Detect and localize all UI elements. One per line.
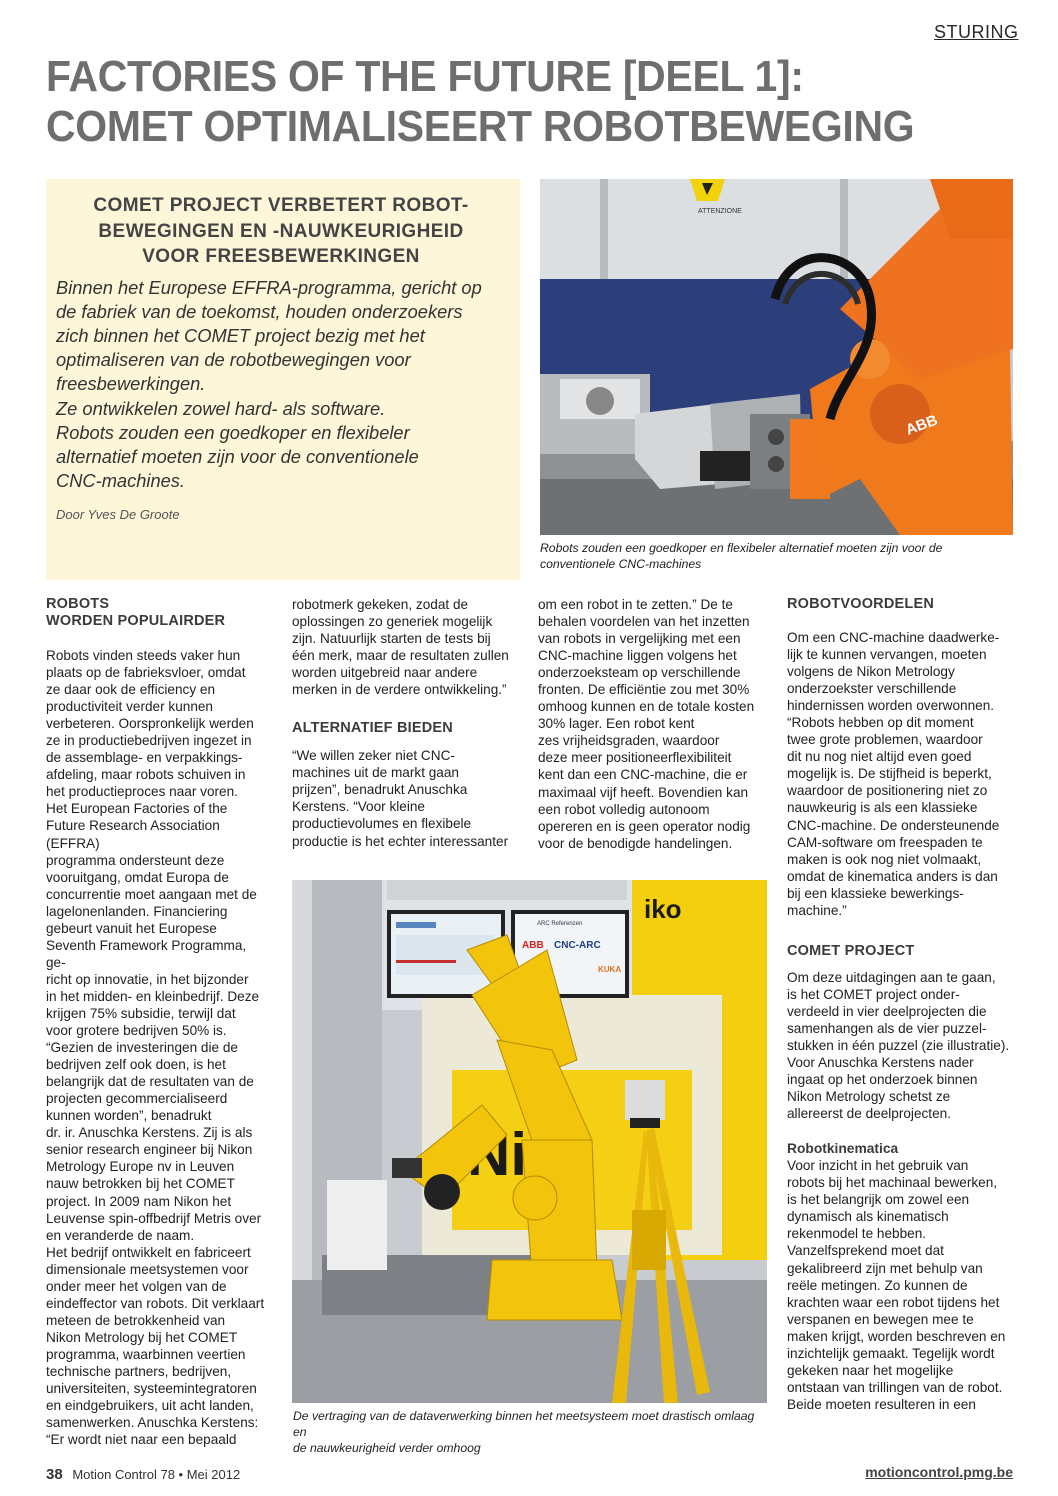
text-line: allereerst de deelprojecten. xyxy=(787,1106,951,1122)
photo2-caption-line: De vertraging van de dataverwerking binnen het meetsysteem moet drastisch omlaag en xyxy=(293,1409,755,1439)
text-line: zes vrijheidsgraden, waardoor xyxy=(538,733,720,749)
text-line: ze in productiebedrijven ingezet in xyxy=(46,733,252,749)
text-line: in het midden- en kleinbedrijf. Deze xyxy=(46,988,260,1004)
text-line: reële metingen. Zo kunnen de xyxy=(787,1277,968,1293)
text-line: ze daar ook de efficiency en xyxy=(46,682,216,698)
text-line: onderzoeksteam op verschillende xyxy=(538,665,741,681)
photo-nikon-booth-robot xyxy=(292,880,767,1403)
text-line: Om deze uitdagingen aan te gaan, xyxy=(787,969,996,985)
text-line: plaats op de fabrieksvloer, omdat xyxy=(46,665,246,681)
text-line: project. In 2009 nam Nikon het xyxy=(46,1193,232,1209)
text-line: twee grote problemen, waardoor xyxy=(787,732,983,748)
text-line: verspanen en bewegen mee te xyxy=(787,1311,974,1327)
text-line: onderzoekster verschillende xyxy=(787,681,957,697)
text-line: behalen voordelen van het inzetten xyxy=(538,614,750,630)
text-line: Voor Anuschka Kerstens nader xyxy=(787,1055,974,1071)
text-line: zijn. Natuurlijk starten de tests bij xyxy=(292,631,491,647)
text-line: de assemblage- en verpakkings- xyxy=(46,750,243,766)
paragraph-col3 xyxy=(538,596,766,852)
text-line: voor grotere bedrijven 50% is. xyxy=(46,1023,227,1039)
text-line: robots bij het machinaal bewerken, xyxy=(787,1175,998,1191)
text-line: één merk, maar de resultaten zullen xyxy=(292,648,509,664)
text-line: belangrijk dat de resultaten van de xyxy=(46,1074,254,1090)
text-line: maximaal vijf heeft. Bovendien kan xyxy=(538,784,749,800)
intro-line: Ze ontwikkelen zowel hard- als software. xyxy=(56,397,386,419)
svg-text:iko: iko xyxy=(644,894,682,924)
text-line: dit nu nog niet altijd even goed xyxy=(787,749,972,765)
text-line: programma ondersteunt deze xyxy=(46,852,225,868)
text-line: en veranderde de naam. xyxy=(46,1227,195,1243)
text-line: en eindgebruikers, uit acht landen, xyxy=(46,1398,254,1414)
text-line: Om een CNC-machine daadwerke- xyxy=(787,630,1000,645)
screen-logo-abb: ABB xyxy=(522,940,544,951)
text-line: Seventh Framework Programma, ge- xyxy=(46,937,247,970)
text-line: maken krijgt, worden beschreven en xyxy=(787,1328,1006,1344)
paragraph-robots xyxy=(46,647,268,1448)
intro-line: freesbewerkingen. xyxy=(56,373,206,395)
text-line: verdeeld in vier deelprojecten die xyxy=(787,1003,987,1019)
paragraph-robotkinematica xyxy=(787,1157,1015,1413)
photo-nikon-booth-illustration xyxy=(292,880,767,1403)
intro-heading-line: VOOR FREESBEWERKINGEN xyxy=(142,246,420,267)
text-line: “Gezien de investeringen die de xyxy=(46,1040,238,1056)
text-line: eindeffector van robots. Dit verklaart xyxy=(46,1295,265,1311)
text-line: machine.” xyxy=(787,902,847,918)
text-line: gebeurt vanuit het Europese xyxy=(46,920,217,936)
heading-robotvoordelen: ROBOTVOORDELEN xyxy=(787,596,934,612)
text-line: bedrijven zelf ook doen, is het xyxy=(46,1057,226,1073)
text-line: samenhangen als de vier puzzel- xyxy=(787,1020,987,1036)
heading-alternatief-bieden: ALTERNATIEF BIEDEN xyxy=(292,720,453,737)
text-line: deze meer positioneerflexibiliteit xyxy=(538,750,732,766)
text-line: Future Research Association (EFFRA) xyxy=(46,818,220,851)
intro-box xyxy=(46,179,520,580)
column-4 xyxy=(787,596,1015,1413)
text-line: oplossingen zo generiek mogelijk xyxy=(292,614,493,630)
intro-text xyxy=(56,276,506,494)
intro-heading xyxy=(56,193,506,270)
text-line: “Er wordt niet naar een bepaald xyxy=(46,1432,237,1448)
text-line: omhoog kunnen en de totale kosten xyxy=(538,699,755,715)
warning-sign-text: ATTENZIONE xyxy=(698,208,742,215)
text-line: Kerstens. “Voor kleine xyxy=(292,799,425,815)
text-line: afdeling, maar robots schuiven in xyxy=(46,767,246,783)
text-line: maken is ook nog niet volmaakt, xyxy=(787,851,982,867)
screen-logo-cnc-arc: CNC-ARC xyxy=(554,940,601,951)
text-line: volgens de Nikon Metrology xyxy=(787,664,955,680)
text-line: “We willen zeker niet CNC- xyxy=(292,748,455,764)
text-line: opereren en is geen operator nodig xyxy=(538,818,751,834)
heading-robots xyxy=(46,596,268,630)
text-line: Voor inzicht in het gebruik van xyxy=(787,1158,969,1174)
photo-abb-robot xyxy=(540,179,1013,535)
text-line: gekeken naar het mogelijke xyxy=(787,1362,954,1378)
intro-line: Robots zouden een goedkoper en flexibeler xyxy=(56,421,410,443)
screen-logo-kuka: KUKA xyxy=(598,965,622,974)
text-line: is het COMET project onder- xyxy=(787,986,960,1002)
text-line: Het bedrijf ontwikkelt en fabriceert xyxy=(46,1244,251,1260)
text-line: Metrology Europe nv in Leuven xyxy=(46,1159,235,1175)
paragraph-comet-project xyxy=(787,969,1015,1122)
intro-heading-line: BEWEGINGEN EN -NAUWKEURIGHEID xyxy=(98,220,464,242)
photo2-caption xyxy=(293,1408,769,1456)
text-line: kent dan een CNC-machine, die er xyxy=(538,767,748,783)
text-line: dynamisch als kinematisch xyxy=(787,1209,949,1225)
text-line: kunnen worden”, benadrukt xyxy=(46,1108,212,1124)
photo1-caption-line: conventionele CNC-machines xyxy=(540,557,702,571)
column-1 xyxy=(46,596,268,1448)
text-line: is het belangrijk om zowel een xyxy=(787,1192,970,1208)
paragraph-col2-bottom xyxy=(292,747,518,849)
text-line: robotmerk gekeken, zodat de xyxy=(292,597,469,612)
heading-line: ROBOTS xyxy=(46,596,110,612)
text-line: mogelijk is. De stijfheid is beperkt, xyxy=(787,766,992,782)
text-line: projecten gecommercialiseerd xyxy=(46,1091,228,1107)
section-tag: STURING xyxy=(934,22,1019,42)
text-line: stukken in één puzzel (zie illustratie). xyxy=(787,1037,1010,1053)
text-line: programma, waarbinnen veertien xyxy=(46,1346,246,1362)
intro-line: CNC-machines. xyxy=(56,470,186,492)
intro-line: alternatief moeten zijn voor de conventionele xyxy=(56,445,419,467)
text-line: meteen de betrokkenheid van xyxy=(46,1312,226,1328)
text-line: Beide moeten resulteren in een xyxy=(787,1396,976,1412)
text-line: Het European Factories of the xyxy=(46,801,228,817)
photo1-caption-line: Robots zouden een goedkoper en flexibeler alternatief moeten zijn voor de xyxy=(540,541,943,555)
byline: Door Yves De Groote xyxy=(56,507,180,523)
photo2-caption-line: de nauwkeurigheid verder omhoog xyxy=(293,1441,481,1455)
text-line: omdat de kinematica anders is dan xyxy=(787,868,998,884)
intro-line: de fabriek van de toekomst, houden onderzoekers xyxy=(56,300,463,322)
paragraph-col2-top xyxy=(292,596,518,698)
text-line: senior research engineer bij Nikon xyxy=(46,1142,253,1158)
text-line: voor de benodigde handelingen. xyxy=(538,835,733,851)
intro-heading-line: COMET PROJECT VERBETERT ROBOT- xyxy=(93,195,469,216)
text-line: technische partners, bedrijven, xyxy=(46,1363,232,1379)
text-line: Robots vinden steeds vaker hun xyxy=(46,648,241,663)
text-line: CNC-machine. De ondersteunende xyxy=(787,817,1000,833)
text-line: dimensionale meetsystemen voor xyxy=(46,1261,249,1277)
article-title xyxy=(46,52,957,152)
title-line-1: FACTORIES OF THE FUTURE [DEEL 1]: xyxy=(46,52,804,101)
paragraph-robotvoordelen xyxy=(787,629,1015,919)
text-line: lagelonenlanden. Financiering xyxy=(46,903,228,919)
text-line: Leuvense spin-offbedrijf Metris over xyxy=(46,1210,262,1226)
column-2 xyxy=(292,596,518,850)
heading-comet-project: COMET PROJECT xyxy=(787,942,915,959)
text-line: productiviteit verder kunnen xyxy=(46,699,213,715)
photo-abb-robot-illustration xyxy=(540,179,1013,535)
heading-line: WORDEN POPULAIRDER xyxy=(46,613,226,629)
text-line: krachten waar een robot tijdens het xyxy=(787,1294,1000,1310)
screen-title: ARC Referenzen xyxy=(537,921,583,927)
text-line: verbeteren. Oorspronkelijk werden xyxy=(46,716,254,732)
text-line: een robot volledig autonoom xyxy=(538,801,710,817)
text-line: waardoor de positionering niet zo xyxy=(787,783,988,799)
text-line: gekalibreerd zijn met behulp van xyxy=(787,1260,983,1276)
text-line: merken in de verdere ontwikkeling.” xyxy=(292,682,507,698)
text-line: fronten. De efficiëntie zou met 30% xyxy=(538,682,750,698)
text-line: productievolumes en flexibele xyxy=(292,816,472,832)
text-line: Nikon Metrology schetst ze xyxy=(787,1089,951,1105)
text-line: nauw betrokken bij het COMET xyxy=(46,1176,235,1192)
text-line: Nikon Metrology bij het COMET xyxy=(46,1329,238,1345)
text-line: rekenmodel te hebben. xyxy=(787,1226,927,1242)
text-line: van robots in vergelijking met een xyxy=(538,631,741,647)
footer-publication xyxy=(46,1466,240,1483)
text-line: 30% lager. Een robot kent xyxy=(538,716,695,732)
text-line: CAM-software om freespaden te xyxy=(787,834,983,850)
text-line: inzichtelijk gemaakt. Tegelijk wordt xyxy=(787,1345,995,1361)
text-line: krijgen 75% subsidie, terwijl dat xyxy=(46,1005,236,1021)
text-line: vooruitgang, omdat Europa de xyxy=(46,869,229,885)
text-line: dr. ir. Anuschka Kerstens. Zij is als xyxy=(46,1125,253,1141)
text-line: Vanzelfsprekend moet dat xyxy=(787,1243,944,1259)
footer-url-link[interactable]: motioncontrol.pmg.be xyxy=(865,1464,1013,1480)
text-line: ontstaan van trillingen van de robot. xyxy=(787,1379,1003,1395)
photo1-caption xyxy=(540,540,1010,572)
text-line: “Robots hebben op dit moment xyxy=(787,715,974,731)
publication-info: Motion Control 78 • Mei 2012 xyxy=(72,1467,241,1482)
text-line: productie is het echter interessanter xyxy=(292,833,509,849)
text-line: machines uit de markt gaan xyxy=(292,765,459,781)
text-line: nauwkeurig is als een klassieke xyxy=(787,800,978,816)
text-line: worden uitgebreid naar andere xyxy=(292,665,478,681)
text-line: concurrentie moet aangaan met de xyxy=(46,886,257,902)
text-line: richt op innovatie, in het bijzonder xyxy=(46,971,249,987)
intro-line: optimaliseren van de robotbewegingen voor xyxy=(56,349,411,371)
text-line: prijzen”, benadrukt Anuschka xyxy=(292,782,468,798)
text-line: samenwerken. Anuschka Kerstens: xyxy=(46,1415,259,1431)
text-line: ingaat op het onderzoek binnen xyxy=(787,1072,978,1088)
column-3 xyxy=(538,596,766,852)
heading-robotkinematica: Robotkinematica xyxy=(787,1141,899,1157)
intro-line: zich binnen het COMET project bezig met het xyxy=(56,324,425,346)
text-line: onder meer het volgen van de xyxy=(46,1278,227,1294)
text-line: het productieproces naar voren. xyxy=(46,784,238,800)
text-line: lijk te kunnen vervangen, moeten xyxy=(787,647,987,663)
text-line: om een robot in te zetten.” De te xyxy=(538,597,733,612)
text-line: CNC-machine liggen volgens het xyxy=(538,648,737,664)
abb-logo: ABB xyxy=(903,411,940,439)
page-number: 38 xyxy=(46,1466,63,1483)
intro-line: Binnen het Europese EFFRA-programma, gericht op xyxy=(56,276,482,298)
title-line-2: COMET OPTIMALISEERT ROBOTBEWEGING xyxy=(46,102,915,151)
text-line: universiteiten, systeemintegratoren xyxy=(46,1381,257,1397)
text-line: bij een klassieke bewerkings- xyxy=(787,885,964,901)
text-line: hindernissen worden overwonnen. xyxy=(787,698,995,714)
